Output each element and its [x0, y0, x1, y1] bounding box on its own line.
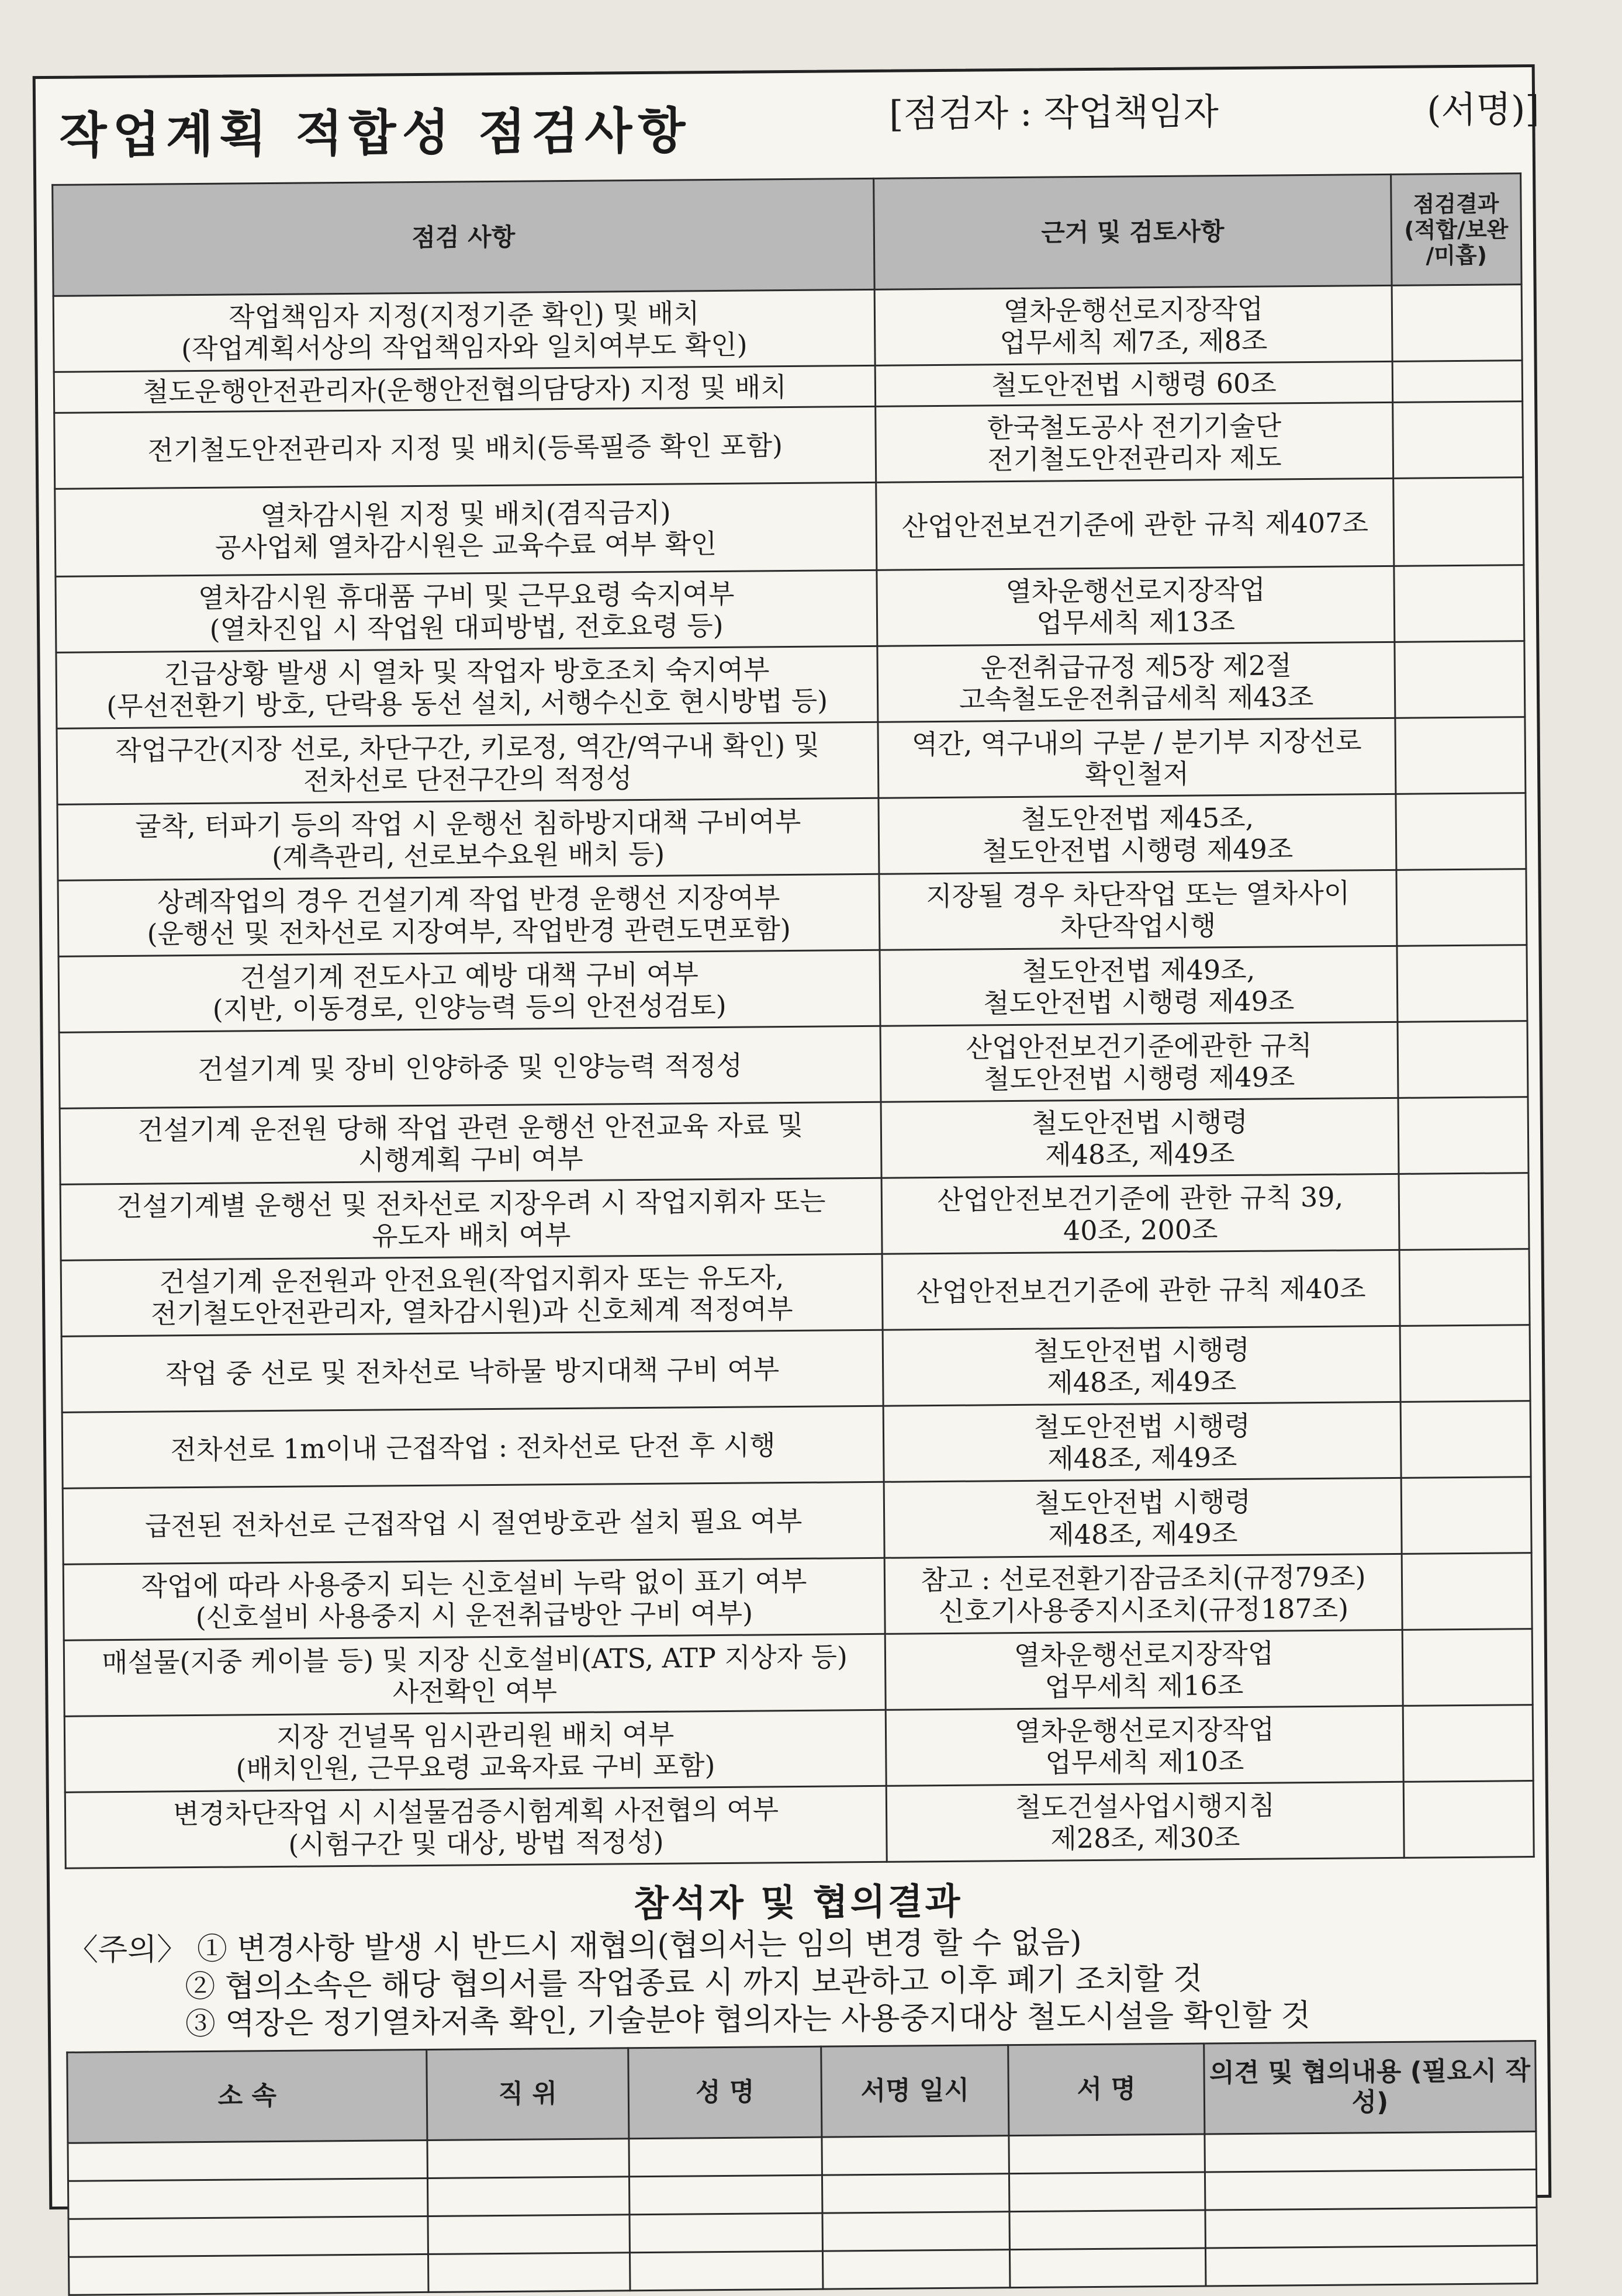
check-item: [65, 1786, 887, 1868]
result-cell[interactable]: [1392, 361, 1523, 403]
basis-line: 철도안전법 시행령: [1033, 1333, 1250, 1367]
check-item-line: 지장 건널목 임시관리원 배치 여부: [276, 1718, 675, 1753]
check-item: [53, 289, 875, 372]
check-item: [62, 1406, 884, 1488]
check-item-line: 전기철도안전관리자 지정 및 배치(등록필증 확인 포함): [147, 429, 783, 466]
result-cell[interactable]: [1401, 1477, 1531, 1554]
basis-item: [884, 1554, 1402, 1634]
attendee-cell[interactable]: [427, 2139, 629, 2179]
check-item-line: 작업에 따라 사용중지 되는 신호설비 누락 없이 표기 여부: [141, 1565, 807, 1602]
attendee-cell[interactable]: [822, 2250, 1010, 2290]
result-cell[interactable]: [1399, 1249, 1530, 1326]
check-item-line: 건설기계 전도사고 예방 대책 구비 여부: [240, 957, 699, 993]
table-row: [57, 793, 1526, 881]
basis-line: 열차운행선로지장작업: [1014, 1637, 1274, 1671]
basis-item: [874, 285, 1392, 365]
basis-line: 철도안전법 시행령: [1031, 1105, 1249, 1139]
table-row: [54, 402, 1523, 489]
basis-item: [886, 1706, 1403, 1786]
check-item-line: 사전확인 여부: [392, 1674, 558, 1707]
check-item: [61, 1254, 883, 1336]
check-item: [54, 406, 876, 489]
basis-line: 운전취급규정 제5장 제2절: [980, 649, 1292, 683]
check-item: [56, 570, 877, 652]
attendee-cell[interactable]: [1205, 2246, 1537, 2286]
basis-line: 전기철도안전관리자 제도: [987, 441, 1282, 475]
table-row: [53, 285, 1522, 372]
attendees-table: [66, 2040, 1538, 2296]
checklist-table: [51, 172, 1535, 1869]
check-item: [55, 482, 877, 576]
page-title: 작업계획 적합성 점검사항: [59, 102, 691, 164]
title-row: [36, 67, 1540, 184]
attendee-cell[interactable]: [1009, 2172, 1205, 2212]
check-item-line: 전기철도안전관리자, 열차감시원)과 신호체계 적정여부: [150, 1292, 793, 1330]
basis-line: 철도안전법 시행령 제49조: [983, 984, 1295, 1019]
basis-item: [880, 1022, 1398, 1102]
attendee-cell[interactable]: [630, 2213, 823, 2253]
check-item-line: 변경차단작업 시 시설물검증시험계획 사전협의 여부: [172, 1793, 779, 1830]
header-basis: 근거 및 검토사항: [874, 174, 1392, 289]
attend-header-affiliation: 소 속: [67, 2049, 427, 2143]
basis-line: 참고 : 선로전환기잠금조치(규정79조): [921, 1560, 1366, 1596]
check-item-line: (지반, 이동경로, 인양능력 등의 안전성검토): [212, 989, 727, 1025]
result-cell[interactable]: [1393, 478, 1524, 566]
attendee-cell[interactable]: [1009, 2210, 1206, 2250]
notes: [68, 1920, 1535, 2044]
check-item-line: 급전된 전차선로 근접작업 시 절연방호관 설치 필요 여부: [144, 1505, 803, 1542]
result-cell[interactable]: [1393, 402, 1523, 479]
table-row: [62, 1401, 1531, 1489]
table-row: [59, 1021, 1528, 1109]
attendee-cell[interactable]: [68, 2216, 428, 2257]
basis-item: [876, 402, 1393, 482]
inspector-line: [888, 82, 1540, 137]
result-cell[interactable]: [1402, 1553, 1532, 1630]
basis-item: [885, 1630, 1403, 1710]
check-item-line: 시행계획 구비 여부: [358, 1142, 583, 1176]
result-cell[interactable]: [1398, 1021, 1528, 1098]
check-item: [64, 1710, 886, 1792]
check-item-line: 작업책임자 지정(지정기준 확인) 및 배치: [229, 297, 700, 333]
result-cell[interactable]: [1402, 1629, 1533, 1706]
check-item-line: (작업계획서상의 작업책임자와 일치여부도 확인): [181, 329, 748, 365]
check-item-line: (무선전환기 방호, 단락용 동선 설치, 서행수신호 현시방법 등): [106, 684, 828, 722]
basis-line: 제28조, 제30조: [1050, 1821, 1240, 1855]
basis-line: 지장될 경우 차단작업 또는 열차사이: [926, 876, 1350, 912]
result-cell[interactable]: [1395, 641, 1525, 718]
basis-line: 철도안전법 제49조,: [1022, 953, 1256, 987]
result-cell[interactable]: [1403, 1705, 1533, 1782]
check-item-line: (배치인원, 근무요령 교육자료 구비 포함): [236, 1749, 715, 1785]
basis-line: 산업안전보건기준에 관한 규칙 제407조: [901, 506, 1369, 542]
attendee-cell[interactable]: [428, 2215, 630, 2254]
table-row: [63, 1553, 1532, 1641]
header-result: 점검결과 (적합/보완 /미흡): [1391, 174, 1521, 286]
attendee-cell[interactable]: [1009, 2248, 1206, 2288]
attend-header-position: 직 위: [427, 2048, 629, 2141]
basis-line: 열차운행선로지장작업: [1003, 293, 1264, 327]
check-item-line: 긴급상황 발생 시 열차 및 작업자 방호조치 숙지여부: [164, 653, 770, 690]
attendee-cell[interactable]: [1205, 2170, 1536, 2210]
check-item: [56, 646, 878, 728]
result-cell[interactable]: [1400, 1325, 1530, 1402]
basis-item: [879, 794, 1396, 874]
basis-line: 열차운행선로지장작업: [1005, 573, 1266, 607]
basis-line: 40조, 200조: [1063, 1213, 1218, 1246]
result-cell[interactable]: [1403, 1781, 1534, 1858]
basis-item: [875, 361, 1393, 406]
basis-line: 철도안전법 시행령 60조: [991, 366, 1277, 401]
result-cell[interactable]: [1396, 793, 1526, 870]
check-item-line: 건설기계 운전원과 안전요원(작업지휘자 또는 유도자,: [159, 1261, 784, 1298]
check-item-line: (신호설비 사용중지 시 운전취급방안 구비 여부): [195, 1597, 753, 1633]
attendee-cell[interactable]: [629, 2137, 822, 2177]
basis-line: 신호기사용중지시조치(규정187조): [938, 1592, 1349, 1627]
check-item: [57, 722, 879, 804]
attendee-cell[interactable]: [68, 2178, 427, 2219]
check-item-line: 작업구간(지장 선로, 차단구간, 키로정, 역간/역구내 확인) 및: [115, 729, 820, 766]
result-cell[interactable]: [1399, 1173, 1529, 1250]
attendee-cell[interactable]: [427, 2177, 629, 2217]
result-cell[interactable]: [1400, 1401, 1531, 1478]
basis-item: [879, 870, 1397, 950]
attendee-cell[interactable]: [629, 2175, 822, 2215]
basis-line: 역간, 역구내의 구분 / 분기부 지장선로: [911, 724, 1362, 760]
basis-line: 열차운행선로지장작업: [1014, 1713, 1275, 1747]
check-item: [61, 1330, 883, 1412]
check-item-line: 굴착, 터파기 등의 작업 시 운행선 침하방지대책 구비여부: [135, 805, 801, 842]
table-row: [61, 1249, 1530, 1337]
basis-item: [883, 1326, 1400, 1406]
check-item-line: 유도자 배치 여부: [371, 1218, 571, 1252]
basis-item: [876, 478, 1394, 570]
check-item-line: 철도운행안전관리자(운행안전협의담당자) 지정 및 배치: [142, 371, 787, 408]
check-item-line: (시험구간 및 대상, 방법 적정성): [288, 1825, 664, 1861]
basis-item: [886, 1782, 1404, 1862]
attendee-cell[interactable]: [1009, 2134, 1205, 2174]
check-item-line: 전차선로 1m이내 근접작업 : 전차선로 단전 후 시행: [170, 1429, 776, 1465]
check-item: [58, 950, 880, 1032]
basis-line: 철도안전법 제45조,: [1021, 801, 1254, 835]
table-row: [55, 478, 1524, 577]
attendee-cell[interactable]: [1205, 2132, 1536, 2172]
attend-header-opinion: 의견 및 협의내용 (필요시 작성): [1204, 2041, 1536, 2134]
check-item: [64, 1634, 886, 1716]
attendee-cell[interactable]: [630, 2251, 823, 2291]
check-item: [60, 1178, 882, 1260]
table-row: [58, 945, 1527, 1033]
basis-item: [877, 642, 1395, 722]
basis-item: [882, 1250, 1400, 1330]
basis-line: 철도안전법 시행령: [1033, 1409, 1251, 1443]
basis-line: 철도건설사업시행지침: [1015, 1789, 1275, 1823]
table-row: [64, 1629, 1533, 1717]
result-cell[interactable]: [1397, 945, 1527, 1022]
table-row: [65, 1781, 1534, 1869]
basis-line: 철도안전법 시행령 제49조: [981, 832, 1294, 867]
check-item-line: 작업 중 선로 및 전차선로 낙하물 방지대책 구비 여부: [165, 1353, 780, 1389]
attendee-cell[interactable]: [822, 2174, 1009, 2214]
table-row: [64, 1705, 1533, 1793]
basis-item: [881, 1098, 1399, 1178]
check-item: [58, 874, 880, 956]
attendee-cell[interactable]: [822, 2212, 1010, 2252]
check-item: [60, 1102, 881, 1184]
inspector-signature: (서명)]: [1426, 87, 1540, 132]
check-item: [54, 365, 876, 413]
check-item-line: 상례작업의 경우 건설기계 작업 반경 운행선 지장여부: [157, 881, 780, 918]
check-item-line: 건설기계 운전원 당해 작업 관련 운행선 안전교육 자료 및: [137, 1109, 804, 1146]
attend-header-sign-date: 서명 일시: [821, 2045, 1009, 2138]
check-item: [57, 798, 879, 880]
check-item-line: 전차선로 단전구간의 적정성: [303, 762, 632, 797]
basis-line: 산업안전보건기준에관한 규칙: [966, 1029, 1313, 1064]
check-item-line: (열차진입 시 작업원 대피방법, 전호요령 등): [209, 609, 724, 645]
attend-header-signature: 서 명: [1008, 2043, 1205, 2136]
attendee-cell[interactable]: [69, 2254, 428, 2295]
basis-line: 업무세칙 제7조, 제8조: [1000, 324, 1268, 358]
basis-line: 업무세칙 제13조: [1036, 605, 1236, 639]
check-item-line: (운행선 및 전차선로 지장여부, 작업반경 관련도면포함): [147, 912, 791, 950]
result-cell[interactable]: [1394, 565, 1524, 642]
note-2: ② 협의소속은 해당 협의서를 작업종료 시 까지 보관하고 이후 폐기 조치할 것: [185, 1961, 1203, 2005]
basis-line: 제48조, 제49조: [1047, 1365, 1237, 1399]
check-item-line: (계측관리, 선로보수요원 배치 등): [271, 838, 665, 873]
basis-line: 제48조, 제49조: [1045, 1137, 1235, 1171]
table-row: [60, 1173, 1529, 1261]
basis-line: 산업안전보건기준에 관한 규칙 제40조: [916, 1272, 1366, 1308]
attendees-title: 참석자 및 협의결과: [633, 1879, 963, 1925]
check-item: [63, 1482, 884, 1564]
basis-line: 산업안전보건기준에 관한 규칙 39,: [937, 1181, 1344, 1216]
attendee-cell[interactable]: [822, 2136, 1009, 2176]
note-1: 〈주의〉 ① 변경사항 발생 시 반드시 재협의(협의서는 임의 변경 할 수 없음): [67, 1925, 1082, 1968]
check-item-line: 건설기계 및 장비 인양하중 및 인양능력 적정성: [197, 1049, 743, 1085]
table-row: [58, 869, 1527, 957]
note-3: ③ 역장은 정기열차저촉 확인, 기술분야 협의자는 사용중지대상 철도시설을 확인할 것: [185, 1998, 1311, 2042]
inspection-sheet: [33, 64, 1552, 2209]
basis-line: 차단작업시행: [1060, 909, 1216, 942]
table-row: [57, 717, 1526, 805]
check-item-line: 열차감시원 휴대품 구비 및 근무요령 숙지여부: [198, 578, 735, 614]
basis-item: [880, 946, 1398, 1026]
result-cell[interactable]: [1398, 1097, 1528, 1174]
basis-line: 고속철도운전취급세칙 제43조: [959, 680, 1314, 715]
basis-line: 제48조, 제49조: [1047, 1441, 1237, 1475]
table-row: [63, 1477, 1531, 1565]
basis-line: 한국철도공사 전기기술단: [987, 409, 1282, 444]
basis-item: [877, 566, 1395, 646]
basis-line: 확인철저: [1085, 758, 1189, 790]
table-row: [60, 1097, 1528, 1185]
check-item-line: 공사업체 열차감시원은 교육수료 여부 확인: [215, 527, 717, 563]
result-cell[interactable]: [1396, 869, 1527, 946]
table-row: [56, 641, 1525, 729]
header-item: 점검 사항: [53, 178, 874, 296]
result-cell[interactable]: [1395, 717, 1526, 794]
basis-line: 제48조, 제49조: [1048, 1517, 1238, 1551]
basis-line: 철도안전법 시행령 제49조: [983, 1060, 1295, 1095]
basis-line: 업무세칙 제16조: [1045, 1669, 1244, 1703]
basis-line: 철도안전법 시행령: [1034, 1485, 1251, 1519]
check-item: [59, 1026, 881, 1108]
basis-item: [883, 1402, 1401, 1482]
basis-line: 업무세칙 제10조: [1045, 1745, 1244, 1779]
attendee-cell[interactable]: [428, 2253, 630, 2292]
basis-item: [884, 1478, 1402, 1558]
attendee-cell[interactable]: [68, 2140, 427, 2181]
basis-item: [881, 1174, 1399, 1254]
table-row: [56, 565, 1524, 653]
check-item-line: 열차감시원 지정 및 배치(겸직금지): [260, 496, 671, 531]
basis-item: [878, 718, 1396, 798]
result-cell[interactable]: [1392, 285, 1522, 362]
check-item-line: 건설기계별 운행선 및 전차선로 지장우려 시 작업지휘자 또는: [116, 1185, 826, 1222]
inspector-label: [점검자 : 작업책임자: [888, 90, 1219, 136]
check-item: [63, 1558, 885, 1640]
attend-header-name: 성 명: [628, 2046, 822, 2139]
check-item-line: 매설물(지중 케이블 등) 및 지장 신호설비(ATS, ATP 지상자 등): [101, 1640, 848, 1678]
table-row: [61, 1325, 1530, 1413]
